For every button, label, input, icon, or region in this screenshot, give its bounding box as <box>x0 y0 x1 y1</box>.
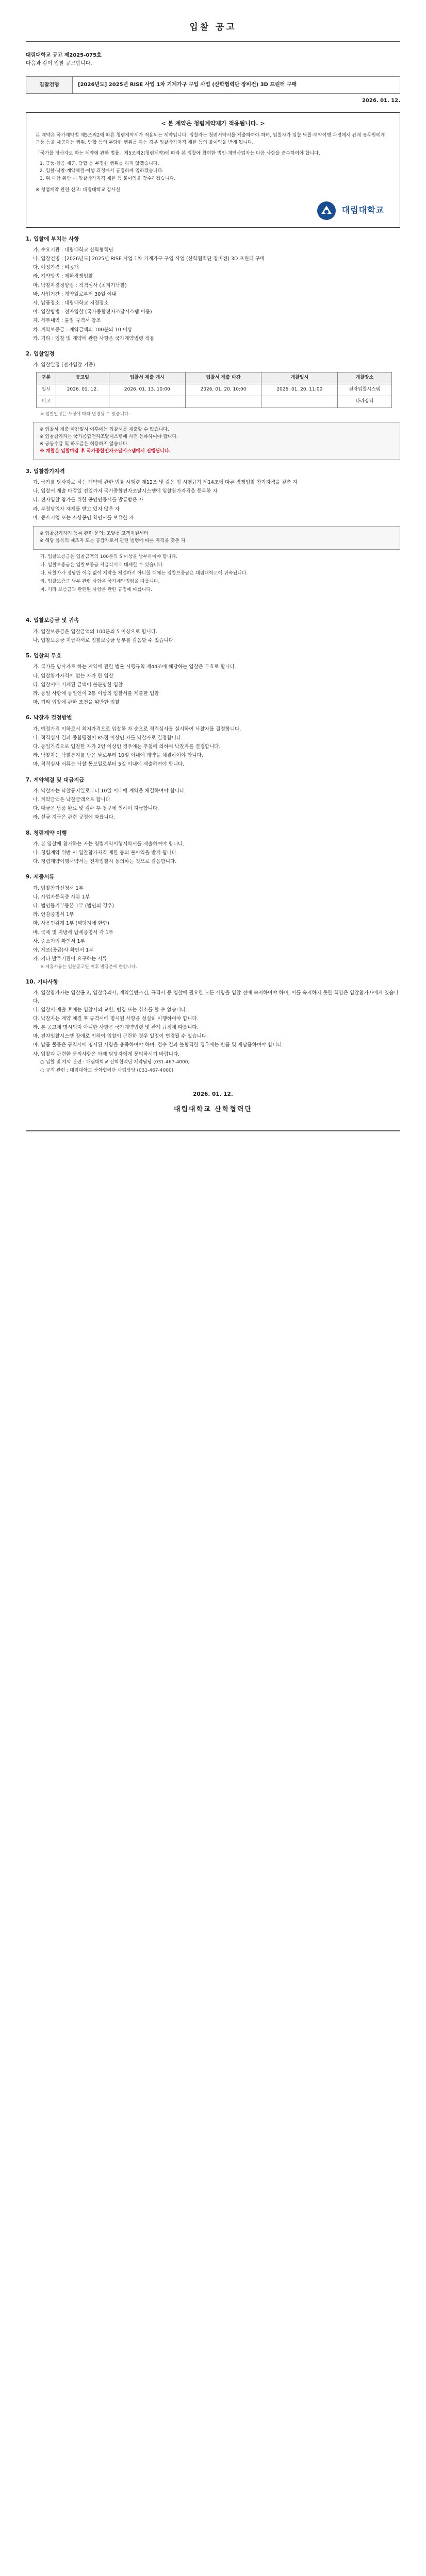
s5-item: 다. 입찰서에 기재된 금액이 불분명한 입찰 <box>33 682 123 688</box>
section-2-title: 2. 입찰일정 <box>26 350 55 357</box>
schedule-cell: 나라장터 <box>338 396 392 408</box>
section-5-title: 5. 입찰의 무효 <box>26 653 62 659</box>
integrity-para-1: 본 계약은 국가계약법 제5조의2에 따른 청렴계약제가 적용되는 계약입니다. 입찰자는 청렴서약서를 제출하여야 하며, 입찰자가 입찰·낙찰·계약이행 과정에서 관계 공무원에게 금품 등을 제공하는 행위, 담합 등의 부당한 행위를 하는 경우 입찰참가자격 제한 등의 불이익을 받게 됩니다. <box>36 132 385 146</box>
integrity-list <box>40 160 390 182</box>
s3-item: 라. 부정당업자 제재를 받고 있지 않은 자 <box>33 506 120 512</box>
s3-sub-item: 나. 입찰보증금은 입찰보증금 지급각서로 대체할 수 있습니다. <box>40 562 165 568</box>
eligibility-note-box <box>33 526 400 550</box>
footer <box>26 1090 400 1115</box>
s1-item: 라. 계약방법 : 제한경쟁입찰 <box>33 274 93 280</box>
s6-item: 다. 동일가격으로 입찰한 자가 2인 이상인 경우에는 추첨에 의하여 낙찰자를 결정합니다. <box>33 743 221 750</box>
s5-item: 나. 입찰참가자격이 없는 자가 한 입찰 <box>33 673 113 679</box>
s2-intro: 가. 입찰일정 (전자입찰 기준) <box>33 362 95 368</box>
schedule-header: 개찰장소 <box>338 372 392 384</box>
schedule-header: 구분 <box>37 372 56 384</box>
university-emblem-icon <box>316 200 337 221</box>
s4-item: 나. 입찰보증금 지급각서로 입찰보증금 납부를 갈음할 수 있습니다. <box>33 637 175 643</box>
caution-line: ※ 공동수급 및 하도급은 허용하지 않습니다. <box>40 441 129 447</box>
schedule-table <box>36 372 392 408</box>
section-6-title: 6. 낙찰자 결정방법 <box>26 715 72 721</box>
integrity-contract-box <box>26 112 400 228</box>
section-4-title: 4. 입찰보증금 및 귀속 <box>26 617 79 624</box>
s8-item: 다. 청렴계약이행서약서는 전자입찰시 동의하는 것으로 갈음합니다. <box>33 859 177 865</box>
bid-name-label: 입찰건명 <box>26 77 73 94</box>
schedule-cell: 전자입찰시스템 <box>338 384 392 396</box>
s5-item: 가. 국가를 당사자로 하는 계약에 관한 법률 시행규칙 제44조에 해당하는 입찰은 무효로 합니다. <box>33 664 236 670</box>
notice-number-block <box>26 52 400 68</box>
section-3-title: 3. 입찰참가자격 <box>26 468 65 474</box>
footer-issuer: 대림대학교 산학협력단 <box>173 1105 253 1113</box>
eligibility-note: ※ 해당 품목의 제조자 또는 공급자로서 관련 법령에 따른 자격을 갖춘 자 <box>40 538 186 544</box>
logo-text: 대림대학교 <box>341 205 384 215</box>
schedule-cell: 비고 <box>37 396 56 408</box>
s9-item: 사. 중소기업 확인서 1부 <box>33 938 85 944</box>
s1-item: 가. 수요기관 : 대림대학교 산학협력단 <box>33 247 113 253</box>
s1-item: 나. 입찰건명 : [2026년도] 2025년 RISE 사업 1차 기계가구 구입 사업 (산학협력단 장비전) 3D 프린터 구매 <box>33 256 265 262</box>
s1-item: 카. 기타 : 입찰 및 계약에 관한 사항은 국가계약법령 적용 <box>33 335 155 342</box>
s6-item: 나. 적격심사 결과 종합평점이 85점 이상인 자를 낙찰자로 결정합니다. <box>33 735 183 741</box>
section-7-title: 7. 계약체결 및 대금지급 <box>26 776 85 783</box>
s3-item: 다. 전자입찰 참가를 위한 공인인증서를 발급받은 자 <box>33 497 143 503</box>
s3-item: 가. 국가를 당사자로 하는 계약에 관한 법률 시행령 제12조 및 같은 법 시행규칙 제14조에 따른 경쟁입찰 참가자격을 갖춘 자 <box>33 479 298 485</box>
schedule-cell <box>185 396 261 408</box>
caution-line: ※ 입찰서 제출 마감일시 이후에는 입찰서를 제출할 수 없습니다. <box>40 427 169 432</box>
s9-item: 바. 국세 및 지방세 납세증명서 각 1부 <box>33 929 113 936</box>
schedule-cell: 2026. 01. 20. 11:00 <box>261 384 338 396</box>
s3-item: 나. 입찰서 제출 마감일 전일까지 국가종합전자조달시스템에 입찰참가자격을 등록한 자 <box>33 488 218 495</box>
schedule-header: 공고일 <box>56 372 109 384</box>
s9-item: 자. 기타 발주기관이 요구하는 서류 <box>33 956 107 962</box>
s10-item: 다. 낙찰자는 계약 체결 후 규격서에 명시된 사항을 성실히 이행하여야 합니다. <box>33 1015 199 1022</box>
s9-item: 라. 인감증명서 1부 <box>33 912 74 918</box>
s3-sub-item: 마. 기타 보증금과 관련된 사항은 관련 규정에 따릅니다. <box>40 587 153 592</box>
bid-name-value: [2026년도] 2025년 RISE 사업 1차 기계가구 구입 사업 (산학협력단 장비전) 3D 프린터 구매 <box>73 77 400 94</box>
s1-item: 차. 계약보증금 : 계약금액의 100분의 10 이상 <box>33 327 133 333</box>
s3-sub-item: 라. 입찰보증금 납부 관련 사항은 국가계약법령을 따릅니다. <box>40 579 160 584</box>
eligibility-note: ※ 입찰참가자격 등록 관련 문의: 조달청 고객지원센터 <box>40 531 149 536</box>
s1-item: 마. 낙찰자결정방법 : 적격심사 (최저가낙찰) <box>33 282 127 289</box>
university-logo <box>36 197 390 221</box>
s6-item: 라. 낙찰자는 낙찰통지를 받은 날로부터 10일 이내에 계약을 체결하여야 합니다. <box>33 753 203 759</box>
s7-item: 가. 낙찰자는 낙찰통지일로부터 10일 이내에 계약을 체결하여야 합니다. <box>33 788 186 794</box>
schedule-header: 입찰서 제출 마감 <box>185 372 261 384</box>
caution-line: ※ 입찰참가자는 국가종합전자조달시스템에 사전 등록하여야 합니다. <box>40 434 178 439</box>
notice-intro: 다음과 같이 입찰 공고합니다. <box>26 61 92 67</box>
integrity-para-3: ※ 청렴계약 관련 신고: 대림대학교 감사실 <box>36 188 120 193</box>
schedule-cell <box>56 396 109 408</box>
schedule-header: 개찰일시 <box>261 372 338 384</box>
s3-item: 마. 중소기업 또는 소상공인 확인서를 보유한 자 <box>33 515 134 521</box>
table-row <box>37 396 392 408</box>
s6-item: 가. 예정가격 이하로서 최저가격으로 입찰한 자 순으로 적격심사를 실시하여 낙찰자를 결정합니다. <box>33 726 241 732</box>
s9-item: 나. 사업자등록증 사본 1부 <box>33 894 90 900</box>
s10-item: 사. 입찰과 관련한 문의사항은 아래 담당자에게 문의하시기 바랍니다. <box>33 1051 180 1057</box>
footer-divider <box>26 1130 400 1131</box>
schedule-note: ※ 입찰일정은 사정에 따라 변경될 수 있습니다. <box>40 412 130 417</box>
s8-item: 나. 청렴계약 위반 시 입찰참가자격 제한 등의 불이익을 받게 됩니다. <box>33 850 178 856</box>
s7-item: 나. 계약금액은 낙찰금액으로 합니다. <box>33 796 112 803</box>
s10-item: 바. 납품 물품은 규격서에 명시된 사항을 충족하여야 하며, 검수 결과 불합격한 경우에는 반품 및 재납품하여야 합니다. <box>33 1042 284 1048</box>
s5-item: 라. 동일 사항에 동일인이 2통 이상의 입찰서를 제출한 입찰 <box>33 690 159 697</box>
s7-item: 다. 대금은 납품 완료 및 검수 후 청구에 의하여 지급합니다. <box>33 806 159 812</box>
s10-item: 마. 전자입찰시스템 장애로 인하여 입찰이 곤란한 경우 일정이 변경될 수 있습니다. <box>33 1033 208 1040</box>
schedule-caution-box <box>33 422 400 460</box>
schedule-cell: 2026. 01. 12. <box>56 384 109 396</box>
s10-item: 나. 입찰서 제출 후에는 입찰서의 교환, 변경 또는 취소를 할 수 없습니다. <box>33 1007 188 1013</box>
s10-item: 라. 본 공고에 명시되지 아니한 사항은 국가계약법령 및 관계 규정에 따릅니다. <box>33 1025 199 1031</box>
s1-item: 바. 사업기간 : 계약일로부터 30일 이내 <box>33 291 117 297</box>
s3-sub-item: 가. 입찰보증금은 입찰금액의 100분의 5 이상을 납부하여야 합니다. <box>40 554 178 560</box>
s9-item: 마. 사용인감계 1부 (해당자에 한함) <box>33 921 109 927</box>
caution-red-line: ※ 개찰은 입찰마감 후 국가종합전자조달시스템에서 진행됩니다. <box>40 448 171 454</box>
schedule-cell: 2026. 01. 20. 10:00 <box>185 384 261 396</box>
integrity-item: 3. 위 사항 위반 시 입찰참가자격 제한 등 불이익을 감수하겠습니다. <box>40 176 176 181</box>
s1-item: 자. 세부내역 : 붙임 규격서 참조 <box>33 318 101 324</box>
section-9-title: 9. 제출서류 <box>26 874 55 880</box>
schedule-header-row <box>37 372 392 384</box>
integrity-para-2: 「국가를 당사자로 하는 계약에 관한 법률」제5조의2(청렴계약)에 따라 본 입찰에 참여한 법인·개인사업자는 다음 사항을 준수하여야 합니다. <box>36 150 320 156</box>
integrity-title: < 본 계약은 청렴계약제가 적용됩니다. > <box>161 120 265 127</box>
schedule-cell: 일시 <box>37 384 56 396</box>
s9-item: 아. 제조(공급)사 확인서 1부 <box>33 947 94 953</box>
schedule-header: 입찰서 제출 개시 <box>109 372 185 384</box>
contact-line: ○ 입찰 및 계약 관련 : 대림대학교 산학협력단 계약담당 (031-467-4000) <box>40 1059 190 1065</box>
schedule-cell <box>261 396 338 408</box>
schedule-cell <box>109 396 185 408</box>
s7-item: 라. 선금 지급은 관련 규정에 따릅니다. <box>33 815 115 821</box>
s1-item: 아. 입찰방법 : 전자입찰 (국가종합전자조달시스템 이용) <box>33 309 152 315</box>
s3-sub-item: 다. 낙찰자가 정당한 이유 없이 계약을 체결하지 아니할 때에는 입찰보증금은 대림대학교에 귀속됩니다. <box>40 570 248 576</box>
integrity-item: 1. 금품·향응 제공, 담합 등 부정한 행위를 하지 않겠습니다. <box>40 161 159 167</box>
s1-item: 사. 납품장소 : 대림대학교 지정장소 <box>33 300 109 307</box>
footer-date: 2026. 01. 12. <box>193 1091 233 1097</box>
s1-item: 다. 예정가격 : 비공개 <box>33 265 79 271</box>
s5-item: 마. 기타 입찰에 관한 조건을 위반한 입찰 <box>33 700 120 706</box>
integrity-item: 2. 입찰·낙찰·계약체결·이행 과정에서 공정하게 임하겠습니다. <box>40 168 164 174</box>
s8-item: 가. 본 입찰에 참가하는 자는 청렴계약이행서약서를 제출하여야 합니다. <box>33 841 185 847</box>
schedule-cell: 2026. 01. 13. 10:00 <box>109 384 185 396</box>
section-1-body <box>26 246 400 343</box>
s9-item: 다. 법인등기부등본 1부 (법인의 경우) <box>33 903 114 909</box>
notice-number: 대림대학교 공고 제2025-075호 <box>26 53 102 59</box>
bid-name-table <box>26 76 400 94</box>
s9-item: 가. 입찰참가신청서 1부 <box>33 885 84 891</box>
s10-item: 가. 입찰참가자는 입찰공고, 입찰유의서, 계약일반조건, 규격서 등 입찰에 필요한 모든 사항을 입찰 전에 숙지하여야 하며, 이를 숙지하지 못한 책임은 입찰참가자에게 있습니다. <box>33 990 399 1004</box>
section-1-title: 1. 입찰에 부치는 사항 <box>26 235 79 242</box>
table-row <box>37 384 392 396</box>
page-title: 입찰 공고 <box>26 15 400 42</box>
s9-note: ※ 제출서류는 입찰공고일 이후 발급분에 한합니다. <box>40 964 137 970</box>
s4-item: 가. 입찰보증금은 입찰금액의 100분의 5 이상으로 합니다. <box>33 629 158 635</box>
section-8-title: 8. 청렴계약 이행 <box>26 829 67 836</box>
s6-item: 마. 적격심사 서류는 낙찰 통보일로부터 5일 이내에 제출하여야 합니다. <box>33 761 185 768</box>
contact-line: ○ 규격 관련 : 대림대학교 산학협력단 사업담당 (031-467-4000) <box>40 1067 174 1073</box>
section-10-title: 10. 기타사항 <box>26 979 58 986</box>
notice-date: 2026. 01. 12. <box>362 98 400 104</box>
